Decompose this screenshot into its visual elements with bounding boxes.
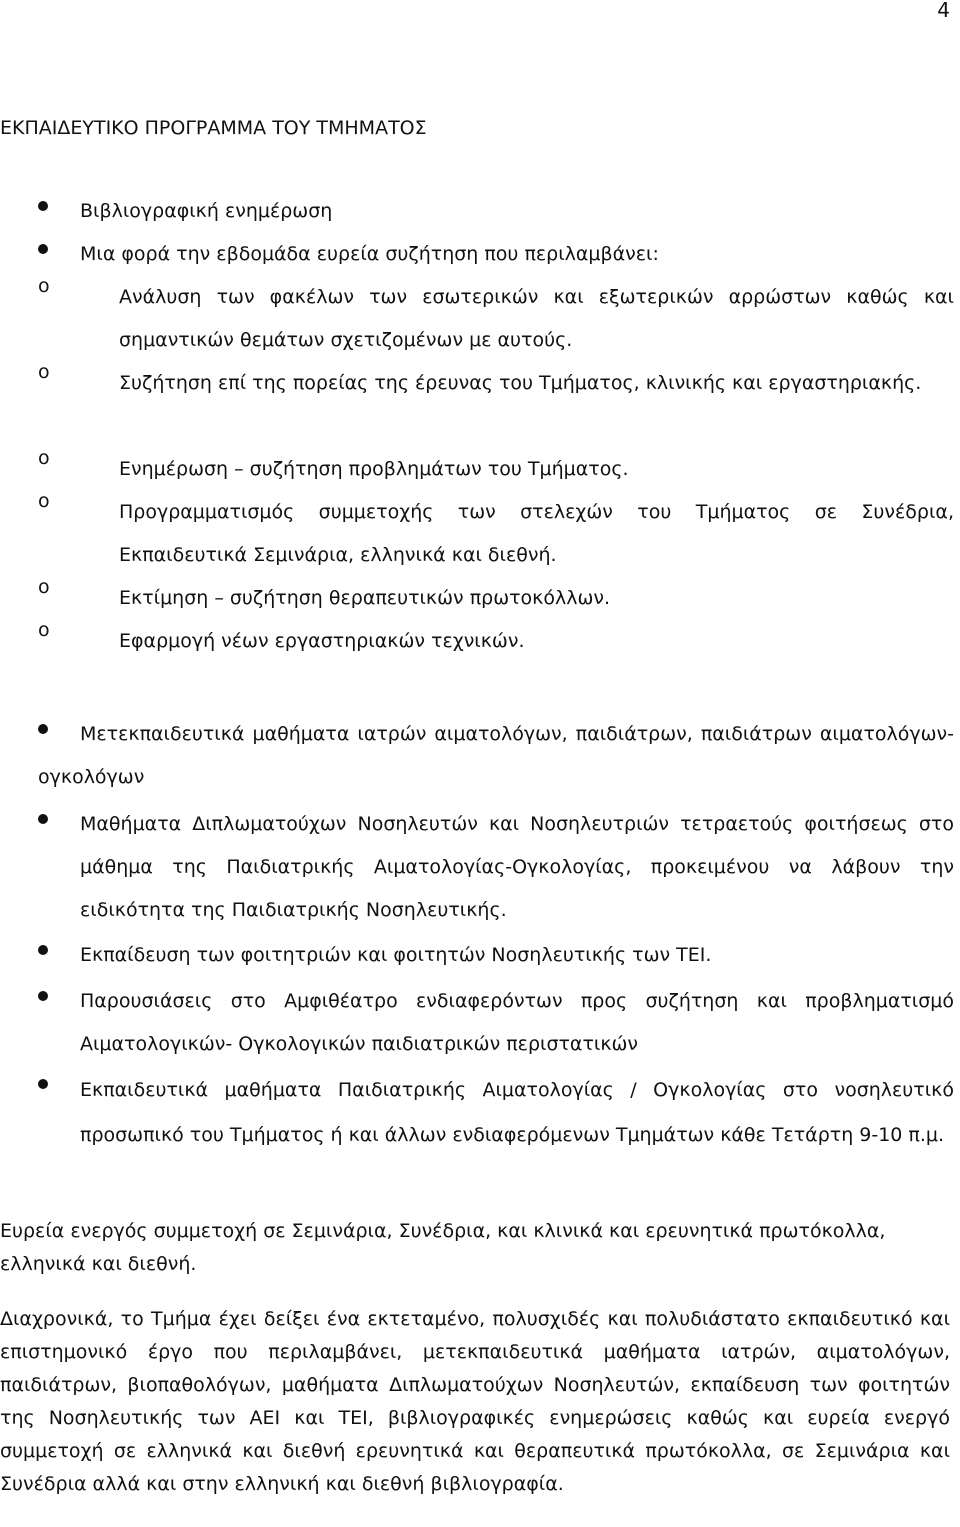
sub-item-text: Εφαρμογή νέων εργαστηριακών τεχνικών.: [119, 630, 525, 652]
section-heading: ΕΚΠΑΙΔΕΥΤΙΚΟ ΠΡΟΓΡΑΜΜΑ ΤΟΥ ΤΜΗΜΑΤΟΣ: [0, 117, 427, 139]
bullet-dot-icon: [38, 945, 48, 955]
bullet-text: Βιβλιογραφική ενημέρωση: [80, 200, 333, 222]
sub-item-text: Εκτίμηση – συζήτηση θεραπευτικών πρωτοκόλλων.: [119, 587, 611, 609]
bullet-dot-icon: [38, 201, 48, 211]
bullet-text: Μετεκπαιδευτικά μαθήματα ιατρών αιματολόγων, παιδιάτρων, παιδιάτρων αιματολόγων-ογκολόγων: [38, 723, 954, 788]
bullet-text: Μαθήματα Διπλωματούχων Νοσηλευτών και Νοσηλευτριών τετραετούς φοιτήσεως στο μάθημα της Παιδιατρικής Αιματολογίας-Ογκολογίας, προκειμένου να λάβουν την ειδικότητα της Παιδιατρικής Νοσηλευτικής.: [80, 813, 954, 921]
circle-marker-icon: o: [38, 361, 50, 383]
bullet-text: Μια φορά την εβδομάδα ευρεία συζήτηση που περιλαμβάνει:: [80, 243, 659, 265]
sub-item-text: Συζήτηση επί της πορείας της έρευνας του Τμήματος, κλινικής και εργαστηριακής.: [119, 372, 922, 394]
bullet-text: Εκπαίδευση των φοιτητριών και φοιτητών Νοσηλευτικής των ΤΕΙ.: [80, 944, 712, 966]
paragraph-participation: Ευρεία ενεργός συμμετοχή σε Σεμινάρια, Συνέδρια, και κλινικά και ερευνητικά πρωτόκολλα, ελληνικά και διεθνή.: [0, 1220, 886, 1275]
bullet-dot-icon: [38, 991, 48, 1001]
circle-marker-icon: o: [38, 275, 50, 297]
sub-item-text: Ανάλυση των φακέλων των εσωτερικών και εξωτερικών αρρώστων καθώς και σημαντικών θεμάτων σχετιζομένων με αυτούς.: [119, 286, 954, 351]
circle-marker-icon: o: [38, 619, 50, 641]
sub-item-text: Προγραμματισμός συμμετοχής των στελεχών του Τμήματος σε Συνέδρια, Εκπαιδευτικά Σεμινάρια, ελληνικά και διεθνή.: [119, 501, 954, 566]
bullet-dot-icon: [38, 244, 48, 254]
bullet-text: Εκπαιδευτικά μαθήματα Παιδιατρικής Αιματολογίας / Ογκολογίας στο νοσηλευτικό προσωπικό του Τμήματος ή και άλλων ενδιαφερόμενων Τμημάτων κάθε Τετάρτη 9-10 π.μ.: [80, 1079, 954, 1146]
circle-marker-icon: o: [38, 576, 50, 598]
bullet-text: Παρουσιάσεις στο Αμφιθέατρο ενδιαφερόντων προς συζήτηση και προβληματισμό Αιματολογικών- Ογκολογικών παιδιατρικών περιστατικών: [80, 990, 954, 1055]
sub-item-text: Ενημέρωση – συζήτηση προβλημάτων του Τμήματος.: [119, 458, 629, 480]
page-number: 4: [937, 0, 950, 22]
bullet-dot-icon: [38, 1079, 48, 1089]
paragraph-summary: Διαχρονικά, το Τμήμα έχει δείξει ένα εκτεταμένο, πολυσχιδές και πολυδιάστατο εκπαιδευτικό και επιστημονικό έργο που περιλαμβάνει, μετεκπαιδευτικά μαθήματα ιατρών, αιματολόγων, παιδιάτρων, βιοπαθολόγων, μαθήματα Διπλωματούχων Νοσηλευτών, εκπαίδευση των φοιτητών της Νοσηλευτικής των ΑΕΙ και ΤΕΙ, βιβλιογραφικές ενημερώσεις καθώς και ευρεία ενεργό συμμετοχή σε ελληνικά και διεθνή ερευνητικά και θεραπευτικά πρωτόκολλα, σε Σεμινάρια και Συνέδρια αλλά και στην ελληνική και διεθνή βιβλιογραφία.: [0, 1308, 950, 1495]
circle-marker-icon: o: [38, 447, 50, 469]
circle-marker-icon: o: [38, 490, 50, 512]
bullet-dot-icon: [38, 814, 48, 824]
